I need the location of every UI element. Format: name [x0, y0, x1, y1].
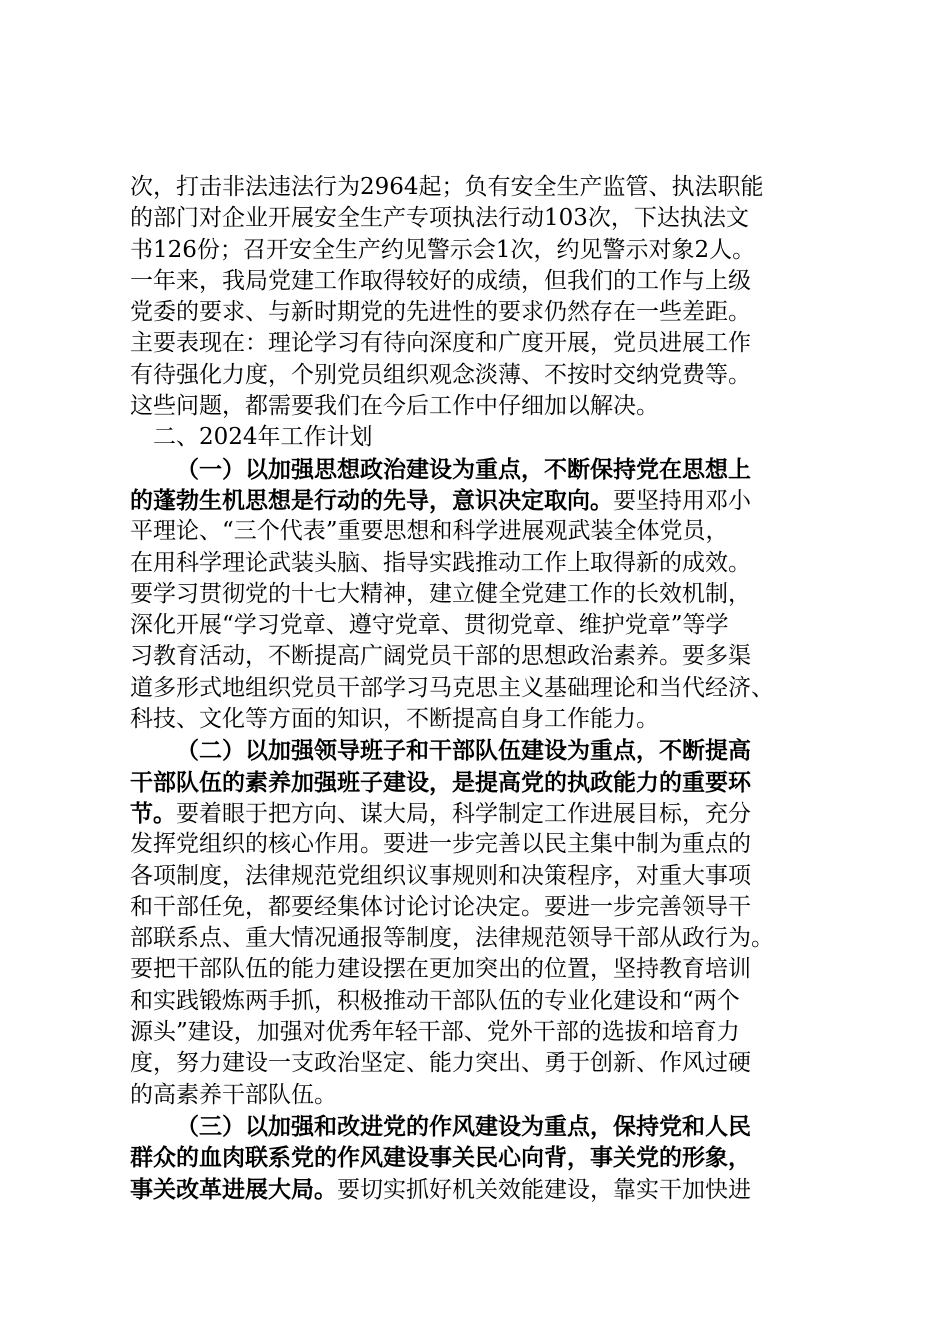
item-body-text: 要坚持用邓小	[613, 487, 751, 514]
item-bold-text: 思想是行动的先导，意识决定取向。	[245, 486, 613, 514]
item-heading-line: 干部队伍的素养加强班子建设，是提高党的执政能力的重要环	[130, 768, 751, 796]
document-body	[130, 172, 830, 1205]
item-bold-text: 节。	[130, 799, 176, 827]
item-mixed-line	[130, 1174, 830, 1205]
section-heading: 二、2024年工作计划	[153, 424, 373, 451]
paragraph-line: 和干部任免，都要经集体讨论讨论决定。要进一步完善领导干	[130, 893, 751, 920]
paragraph-line: 科技、文化等方面的知识，不断提高自身工作能力。	[130, 706, 659, 733]
item-heading-line: （一）以加强思想政治建设为重点，不断保持党在思想上	[176, 455, 751, 483]
paragraph-line: 党委的要求、与新时期党的先进性的要求仍然存在一些差距。	[130, 299, 751, 326]
item-heading-line: 群众的血肉联系党的作风建设事关民心向背，事关党的形象，	[130, 1144, 751, 1172]
paragraph-line: 各项制度，法律规范党组织议事规则和决策程序，对重大事项	[130, 862, 751, 889]
paragraph-line: 的部门对企业开展安全生产专项执法行动103次，下达执法文	[130, 205, 749, 232]
item-body-text: 要着眼于把方向、谋大局，科学制定工作进展目标，充分	[176, 800, 751, 827]
paragraph-line: 要学习贯彻党的十七大精神，建立健全党建工作的长效机制，	[130, 580, 751, 607]
paragraph-line: 和实践锻炼两手抓，积极推动干部队伍的专业化建设和“两个	[130, 987, 740, 1014]
paragraph-line: 度，努力建设一支政治坚定、能力突出、勇于创新、作风过硬	[130, 1050, 751, 1077]
paragraph-line: 有待强化力度，个别党员组织观念淡薄、不按时交纳党费等。	[130, 361, 751, 388]
paragraph-line: 源头”建设，加强对优秀年轻干部、党外干部的选拔和培育力	[130, 1019, 740, 1046]
paragraph-line: 的高素养干部队伍。	[130, 1081, 337, 1108]
item-heading-line: （二）以加强领导班子和干部队伍建设为重点，不断提高	[176, 737, 751, 765]
paragraph-line: 部联系点、重大情况通报等制度，法律规范领导干部从政行为。	[130, 925, 774, 952]
item-bold-text: 的蓬勃生机	[130, 486, 245, 514]
paragraph-line: 书126份；召开安全生产约见警示会1次，约见警示对象2人。	[130, 236, 756, 263]
paragraph-line: 一年来，我局党建工作取得较好的成绩，但我们的工作与上级	[130, 267, 751, 294]
paragraph-line: 道多形式地组织党员干部学习马克思主义基础理论和当代经济、	[130, 674, 774, 701]
paragraph-line: 深化开展“学习党章、遵守党章、贯彻党章、维护党章”等学	[130, 612, 729, 639]
item-bold-text: 事关改革进展大局。	[130, 1175, 337, 1203]
paragraph-line: 习教育活动，不断提高广阔党员干部的思想政治素养。要多渠	[130, 643, 751, 670]
item-body-text: 要切实抓好机关效能建设，靠实干加快进	[337, 1176, 751, 1203]
item-mixed-line	[130, 798, 830, 829]
item-heading-line: （三）以加强和改进党的作风建设为重点，保持党和人民	[176, 1112, 751, 1140]
paragraph-line: 次，打击非法违法行为2964起；负有安全生产监管、执法职能	[130, 174, 764, 200]
item-mixed-line	[130, 485, 830, 516]
paragraph-line: 平理论、“三个代表”重要思想和科学进展观武装全体党员，	[130, 518, 729, 545]
paragraph-line: 发挥党组织的核心作用。要进一步完善以民主集中制为重点的	[130, 831, 751, 858]
paragraph-line: 主要表现在：理论学习有待向深度和广度开展，党员进展工作	[130, 330, 751, 357]
paragraph-line: 要把干部队伍的能力建设摆在更加突出的位置，坚持教育培训	[130, 956, 751, 983]
paragraph-line: 在用科学理论武装头脑、指导实践推动工作上取得新的成效。	[130, 549, 751, 576]
paragraph-line: 这些问题，都需要我们在今后工作中仔细加以解决。	[130, 393, 659, 420]
